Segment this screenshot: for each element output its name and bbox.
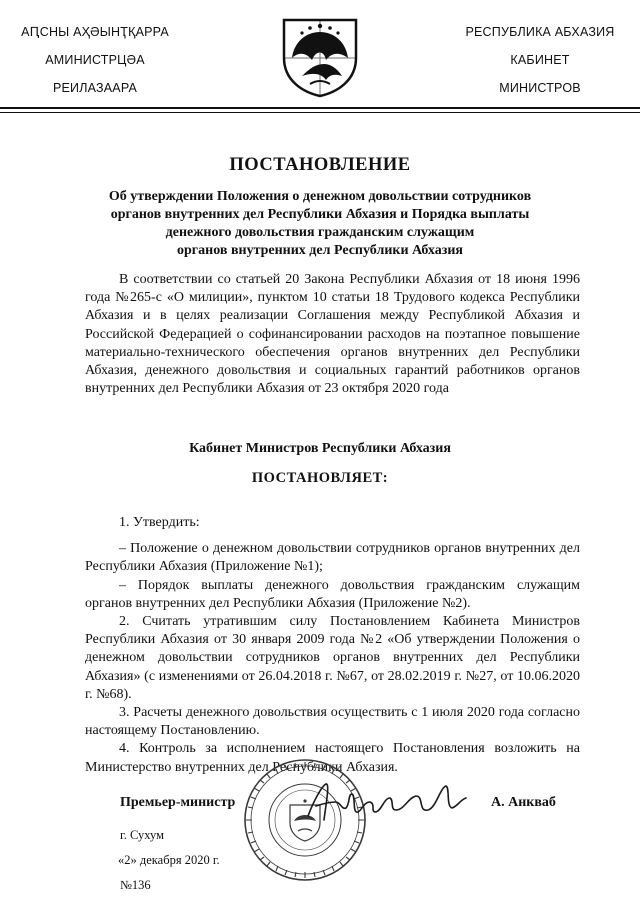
signatory-title: Премьер-министр <box>120 795 236 810</box>
subject-line-4: органов внутренних дел Республики Абхазия <box>177 243 463 258</box>
header-russian <box>440 26 640 110</box>
issue-date: «2» декабря 2020 г. <box>118 853 220 867</box>
preamble-block <box>85 271 580 398</box>
header-left-line-3: РЕИЛАЗААРА <box>52 81 138 95</box>
decree-items <box>85 514 580 777</box>
preamble-text: В соответствии со статьей 20 Закона Республики Абхазия от 18 июня 1996 года №265-с «О милиции», пунктом 10 статьи 18 Трудового кодекса Республики Абхазия и в целях реализации Соглашения между Республикой Абхазия и Российской Федерацией о софинансировании расходов на поэтапное повышение материально-технического обеспечения органов внутренних дел Республики Абхазия, денежного довольствия и социальных гарантий работников органов внутренних дел Республики Абхазия от 23 октября 2020 года <box>85 272 580 397</box>
header-right-line-1: РЕСПУБЛИКА АБХАЗИЯ <box>465 25 615 39</box>
subject-line-1: Об утверждении Положения о денежном довольствии сотрудников <box>108 189 532 204</box>
item-4: 4. Контроль за исполнением настоящего Постановления возложить на Министерство внутренних дел Республики Абхазия. <box>85 741 580 775</box>
item-2: 2. Считать утратившим силу Постановлением Кабинета Министров Республики Абхазия от 30 января 2009 года №2 «Об утверждении Положения о денежном довольствии сотрудников органов внутренних дел Республики Абхазия» (с изменениями от 26.04.2018 г. №67, от 28.02.2019 г. №27, от 10.06.2020 г. №68). <box>85 614 580 702</box>
item-1a: – Положение о денежном довольствии сотрудников органов внутренних дел Республики Абхазия (Приложение №1); <box>85 541 580 575</box>
document-number: №136 <box>120 878 151 892</box>
issue-city: г. Сухум <box>120 828 165 842</box>
header-left-line-2: АМИНИСТРЦӘА <box>45 53 145 67</box>
document-subject <box>60 188 580 260</box>
header-divider-thick <box>0 107 640 109</box>
header-abkhaz <box>0 26 190 110</box>
header-right-line-2: КАБИНЕТ <box>510 53 570 67</box>
subject-line-2: органов внутренних дел Республики Абхазия и Порядка выплаты <box>110 207 530 222</box>
header-divider-thin <box>0 112 640 113</box>
subject-line-3: денежного довольствия гражданским служащим <box>165 225 475 240</box>
item-1b: – Порядок выплаты денежного довольствия гражданским служащим органов внутренних дел Республики Абхазия (Приложение №2). <box>85 577 580 611</box>
header-left-line-1: АԤСНЫ АҲӘЫНҬҚАРРА <box>21 25 169 39</box>
item-1: 1. Утвердить: <box>119 515 200 530</box>
document-type-title: ПОСТАНОВЛЕНИЕ <box>229 155 411 175</box>
issuing-authority: Кабинет Министров Республики Абхазия <box>189 441 451 456</box>
decree-heading: ПОСТАНОВЛЯЕТ: <box>251 470 389 486</box>
signatory-name: А. Анкваб <box>491 795 556 810</box>
handwritten-signature-icon <box>300 780 470 826</box>
item-3: 3. Расчеты денежного довольствия осуществить с 1 июля 2020 года согласно настоящему Постановлению. <box>85 705 580 739</box>
abkhazia-coat-of-arms-icon <box>280 14 360 98</box>
header-right-line-3: МИНИСТРОВ <box>499 81 581 95</box>
